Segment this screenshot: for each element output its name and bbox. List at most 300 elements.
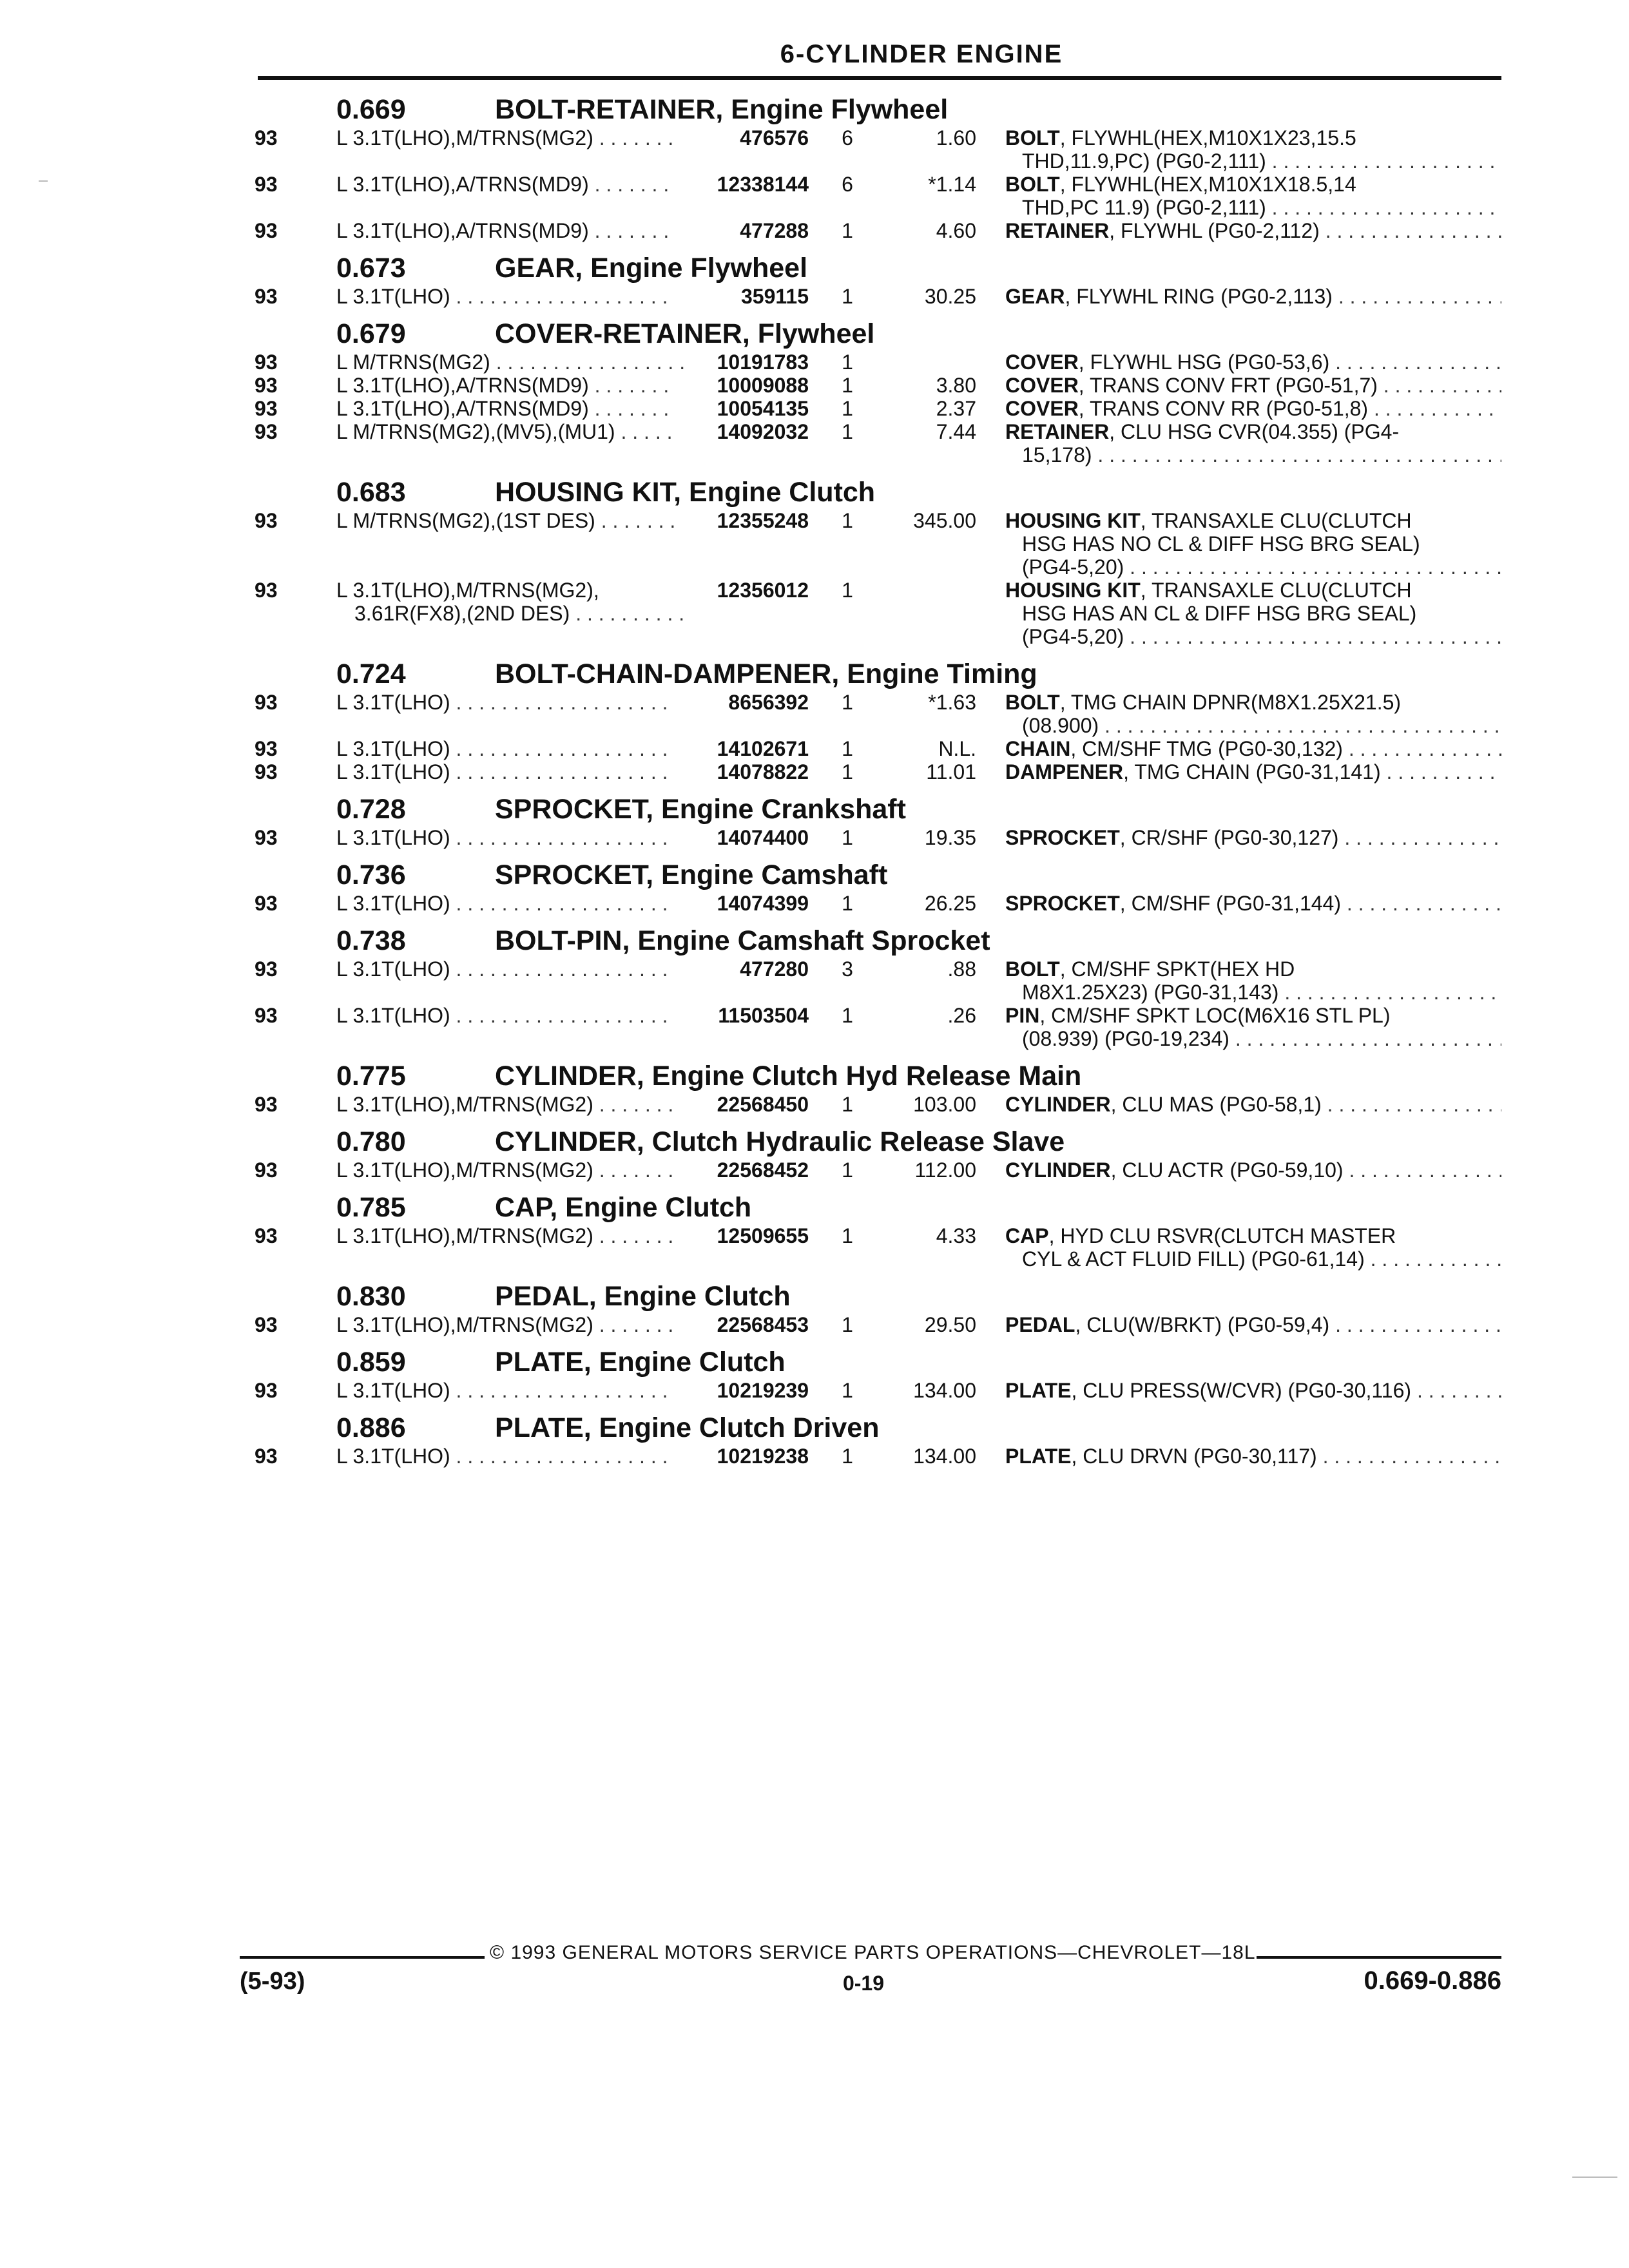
parts-table-row	[238, 957, 1501, 1004]
model-year: 93	[255, 1445, 278, 1468]
description-text: THD,PC 11.9) (PG0-2,111)	[1022, 196, 1266, 219]
footer-rule-left	[240, 1956, 485, 1959]
part-number: 476576	[740, 126, 809, 149]
description-text: , CM/SHF SPKT LOC(M6X16 STL PL)	[1039, 1004, 1391, 1027]
application-cell	[336, 737, 668, 760]
parts-table-row	[238, 760, 1501, 783]
list-price: 134.00	[913, 1379, 976, 1402]
part-number: 22568450	[717, 1093, 809, 1116]
description-text: CYL & ACT FLUID FILL) (PG0-61,14)	[1022, 1247, 1365, 1271]
quantity: 1	[842, 579, 853, 602]
section-heading	[238, 655, 1501, 691]
dot-leader: . . . . . . .	[593, 126, 674, 149]
part-number: 10191783	[717, 351, 809, 374]
description-line	[1005, 397, 1501, 420]
parts-table-row	[238, 1313, 1501, 1336]
parts-table-row	[238, 691, 1501, 737]
section-heading	[238, 790, 1501, 826]
description-line	[1005, 219, 1501, 242]
quantity: 1	[842, 826, 853, 849]
description-line	[1005, 173, 1501, 196]
application-text: L 3.1T(LHO),A/TRNS(MD9) . . . . . . .	[336, 397, 670, 420]
quantity: 1	[842, 397, 853, 420]
model-year: 93	[255, 691, 278, 714]
description-line	[1005, 1313, 1501, 1336]
description-cell	[1005, 1445, 1501, 1468]
description-cell	[1005, 374, 1501, 397]
description-text: , TMG CHAIN DPNR(M8X1.25X21.5)	[1059, 691, 1402, 714]
description-cell	[1005, 892, 1501, 915]
description-line	[1005, 892, 1501, 915]
section-heading	[238, 314, 1501, 351]
list-price: 29.50	[924, 1313, 976, 1336]
description-text: , CLU MAS (PG0-58,1)	[1110, 1093, 1322, 1116]
parts-table-row	[238, 374, 1501, 397]
description-name: PLATE	[1005, 1379, 1072, 1402]
section-title: CYLINDER, Clutch Hydraulic Release Slave	[495, 1126, 1065, 1157]
description-text: 15,178)	[1022, 443, 1092, 466]
description-name: CYLINDER	[1005, 1158, 1111, 1182]
description-text: , FLYWHL HSG (PG0-53,6)	[1078, 351, 1330, 374]
quantity: 1	[842, 1379, 853, 1402]
quantity: 1	[842, 509, 853, 532]
description-cell	[1005, 219, 1501, 242]
description-line	[1005, 1224, 1501, 1247]
parts-table-row	[238, 219, 1501, 242]
model-year: 93	[255, 1158, 278, 1182]
description-line	[1005, 351, 1501, 374]
model-year: 93	[255, 1004, 278, 1027]
description-name: BOLT	[1005, 957, 1060, 981]
footer-date: (5-93)	[240, 1968, 305, 1995]
description-text: , CM/SHF TMG (PG0-30,132)	[1070, 737, 1343, 760]
part-number: 477280	[740, 957, 809, 981]
dot-leader: . . . . . . . . . . . . . . . . .	[490, 351, 686, 374]
description-line	[1005, 196, 1501, 219]
model-year: 93	[255, 126, 278, 149]
description-name: GEAR	[1005, 285, 1065, 308]
model-year: 93	[255, 219, 278, 242]
application-cell	[336, 1379, 668, 1402]
model-year: 93	[255, 420, 278, 443]
description-line	[1005, 579, 1501, 602]
description-text: , HYD CLU RSVR(CLUTCH MASTER	[1048, 1224, 1396, 1247]
description-text: , FLYWHL(HEX,M10X1X23,15.5	[1059, 126, 1356, 149]
quantity: 1	[842, 1093, 853, 1116]
section-title: CYLINDER, Engine Clutch Hyd Release Main	[495, 1061, 1082, 1091]
description-name: HOUSING KIT	[1005, 579, 1141, 602]
section-heading	[238, 1188, 1501, 1224]
description-text: , TRANSAXLE CLU(CLUTCH	[1140, 579, 1412, 602]
description-cell	[1005, 351, 1501, 374]
list-price: *1.14	[928, 173, 976, 196]
quantity: 1	[842, 420, 853, 443]
description-line	[1005, 1004, 1501, 1027]
description-cell	[1005, 1004, 1501, 1050]
application-text: L M/TRNS(MG2),(MV5),(MU1) . . . . .	[336, 420, 673, 443]
description-cell	[1005, 957, 1501, 1004]
quantity: 1	[842, 374, 853, 397]
description-line	[1005, 149, 1501, 173]
description-text: , CLU ACTR (PG0-59,10)	[1110, 1158, 1344, 1182]
quantity: 1	[842, 351, 853, 374]
description-cell	[1005, 509, 1501, 579]
parts-table-row	[238, 1158, 1501, 1182]
description-line	[1005, 625, 1501, 648]
application-text: L 3.1T(LHO),M/TRNS(MG2) . . . . . . .	[336, 1093, 674, 1116]
description-text: , CM/SHF SPKT(HEX HD	[1059, 957, 1295, 981]
quantity: 1	[842, 1004, 853, 1027]
section-code: 0.785	[336, 1192, 406, 1223]
description-cell	[1005, 1379, 1501, 1402]
section-title: GEAR, Engine Flywheel	[495, 253, 808, 284]
description-text: , CLU DRVN (PG0-30,117)	[1071, 1445, 1317, 1468]
dot-leader: . . . . . . . . . . . . . . . . . . .	[450, 957, 668, 981]
description-line	[1005, 532, 1501, 555]
description-cell	[1005, 737, 1501, 760]
section-title: BOLT-PIN, Engine Camshaft Sprocket	[495, 925, 990, 956]
description-text: , TMG CHAIN (PG0-31,141)	[1123, 760, 1381, 783]
quantity: 1	[842, 285, 853, 308]
description-text: , CLU(W/BRKT) (PG0-59,4)	[1075, 1313, 1330, 1336]
description-text: (08.900)	[1022, 714, 1099, 737]
application-text: L M/TRNS(MG2),(1ST DES) . . . . . . .	[336, 509, 676, 532]
section-heading	[238, 473, 1501, 509]
part-number: 22568452	[717, 1158, 809, 1182]
dot-leader: . . . . . . .	[588, 397, 670, 420]
description-line	[1005, 1158, 1501, 1182]
application-cell	[336, 691, 668, 714]
part-number: 10054135	[717, 397, 809, 420]
part-number: 10009088	[717, 374, 809, 397]
section-title: SPROCKET, Engine Camshaft	[495, 860, 888, 890]
description-line	[1005, 737, 1501, 760]
application-cell	[336, 420, 672, 443]
application-cell	[336, 826, 668, 849]
model-year: 93	[255, 1093, 278, 1116]
list-price: 1.60	[936, 126, 976, 149]
parts-table-row	[238, 351, 1501, 374]
section-code: 0.669	[336, 94, 406, 125]
description-cell	[1005, 1158, 1501, 1182]
description-cell	[1005, 760, 1501, 783]
parts-table-row	[238, 892, 1501, 915]
footer-range: 0.669-0.886	[1364, 1966, 1501, 1995]
dot-leader: . . . . . . . . . . . . . . . . . . .	[450, 1379, 668, 1402]
description-name: BOLT	[1005, 173, 1060, 196]
application-cell	[336, 219, 669, 242]
application-cell	[336, 957, 668, 981]
description-text: , FLYWHL RING (PG0-2,113)	[1065, 285, 1333, 308]
section-title: BOLT-CHAIN-DAMPENER, Engine Timing	[495, 658, 1037, 689]
description-name: CAP	[1005, 1224, 1049, 1247]
application-text: L 3.1T(LHO) . . . . . . . . . . . . . . . . . . .	[336, 957, 668, 981]
section-heading	[238, 1057, 1501, 1093]
section-heading	[238, 249, 1501, 285]
section-title: SPROCKET, Engine Crankshaft	[495, 794, 906, 825]
model-year: 93	[255, 957, 278, 981]
section-heading	[238, 856, 1501, 892]
scan-speck	[1572, 2177, 1617, 2178]
application-text: L 3.1T(LHO),M/TRNS(MG2) . . . . . . .	[336, 1158, 674, 1182]
dot-leader: . . . . . . . . . . . . . . . . . . .	[450, 1445, 668, 1468]
description-text: (PG4-5,20)	[1022, 625, 1124, 648]
section-heading	[238, 90, 1501, 126]
quantity: 1	[842, 1313, 853, 1336]
dot-leader: . . . . . . .	[593, 1093, 674, 1116]
description-line	[1005, 1027, 1501, 1050]
description-cell	[1005, 173, 1501, 219]
list-price: 26.25	[924, 892, 976, 915]
model-year: 93	[255, 351, 278, 374]
application-cell	[336, 892, 668, 915]
description-name: BOLT	[1005, 126, 1060, 149]
section-title: CAP, Engine Clutch	[495, 1192, 752, 1223]
section-code: 0.728	[336, 794, 406, 825]
description-line	[1005, 957, 1501, 981]
quantity: 1	[842, 1445, 853, 1468]
description-line	[1005, 1247, 1501, 1271]
list-price: *1.63	[928, 691, 976, 714]
list-price: 30.25	[924, 285, 976, 308]
dot-leader: . . . . . . .	[588, 219, 670, 242]
quantity: 1	[842, 691, 853, 714]
dot-leader: . . . . .	[615, 420, 673, 443]
list-price: 103.00	[913, 1093, 976, 1116]
model-year: 93	[255, 1379, 278, 1402]
description-name: SPROCKET	[1005, 826, 1120, 849]
description-name: PEDAL	[1005, 1313, 1075, 1336]
parts-table-row	[238, 579, 1501, 648]
section-heading	[238, 1343, 1501, 1379]
parts-table-row	[238, 1379, 1501, 1402]
application-text: L 3.1T(LHO) . . . . . . . . . . . . . . . . . . .	[336, 1004, 668, 1027]
model-year: 93	[255, 397, 278, 420]
list-price: 11.01	[926, 760, 976, 783]
application-cell	[336, 509, 675, 532]
list-price: 19.35	[924, 826, 976, 849]
parts-table-row	[238, 1093, 1501, 1116]
description-line	[1005, 555, 1501, 579]
description-line	[1005, 509, 1501, 532]
description-name: RETAINER	[1005, 420, 1110, 443]
section-title: HOUSING KIT, Engine Clutch	[495, 477, 876, 508]
part-number: 14074400	[717, 826, 809, 849]
parts-table-row	[238, 173, 1501, 219]
description-text: , CLU HSG CVR(04.355) (PG4-	[1109, 420, 1400, 443]
description-text: , TRANS CONV FRT (PG0-51,7)	[1078, 374, 1378, 397]
parts-table-row	[238, 509, 1501, 579]
application-text: L 3.1T(LHO) . . . . . . . . . . . . . . . . . . .	[336, 1379, 668, 1402]
application-cell	[336, 173, 669, 196]
model-year: 93	[255, 737, 278, 760]
description-cell	[1005, 1224, 1501, 1271]
description-line	[1005, 760, 1501, 783]
description-line	[1005, 714, 1501, 737]
scan-speck	[39, 180, 48, 182]
description-text: , CM/SHF (PG0-31,144)	[1119, 892, 1341, 915]
parts-table-row	[238, 1224, 1501, 1271]
description-line	[1005, 691, 1501, 714]
description-line	[1005, 420, 1501, 443]
description-name: COVER	[1005, 374, 1079, 397]
description-name: PIN	[1005, 1004, 1040, 1027]
quantity: 1	[842, 892, 853, 915]
page-header	[258, 36, 1501, 80]
footer-rule-right	[1257, 1956, 1501, 1959]
application-text: L 3.1T(LHO) . . . . . . . . . . . . . . . . . . .	[336, 691, 668, 714]
description-cell	[1005, 1093, 1501, 1116]
page-title: 6-CYLINDER ENGINE	[780, 40, 1063, 68]
part-number: 359115	[740, 285, 809, 308]
description-cell	[1005, 397, 1501, 420]
dot-leader: . . . . . . . . . . . . . . . . . . .	[450, 737, 668, 760]
description-name: BOLT	[1005, 691, 1060, 714]
section-heading	[238, 1408, 1501, 1445]
part-number: 12356012	[717, 579, 809, 602]
application-text: L 3.1T(LHO) . . . . . . . . . . . . . . . . . . .	[336, 760, 668, 783]
description-name: RETAINER	[1005, 219, 1110, 242]
list-price: 4.33	[936, 1224, 976, 1247]
section-code: 0.859	[336, 1347, 406, 1378]
quantity: 1	[842, 1158, 853, 1182]
description-line	[1005, 1379, 1501, 1402]
dot-leader: . . . . . . . . . . . . . . . . . . .	[450, 760, 668, 783]
dot-leader: . . . . . . . . . . . . . . . . . . .	[450, 691, 668, 714]
section-title: PLATE, Engine Clutch	[495, 1347, 786, 1378]
list-price: 112.00	[914, 1158, 976, 1182]
description-cell	[1005, 1313, 1501, 1336]
model-year: 93	[255, 509, 278, 532]
list-price: N.L.	[938, 737, 976, 760]
application-cell	[336, 1445, 668, 1468]
section-code: 0.738	[336, 925, 406, 956]
part-number: 12338144	[717, 173, 809, 196]
part-number: 14074399	[717, 892, 809, 915]
description-text: M8X1.25X23) (PG0-31,143)	[1022, 981, 1279, 1004]
section-title: BOLT-RETAINER, Engine Flywheel	[495, 94, 949, 125]
parts-table-row	[238, 737, 1501, 760]
description-text: , CR/SHF (PG0-30,127)	[1119, 826, 1339, 849]
footer-page-number: 0-19	[842, 1972, 885, 1995]
application-text: L 3.1T(LHO) . . . . . . . . . . . . . . . . . . .	[336, 737, 668, 760]
section-code: 0.830	[336, 1281, 406, 1312]
section-code: 0.679	[336, 318, 406, 349]
quantity: 6	[842, 126, 853, 149]
dot-leader: . . . . . . .	[588, 173, 670, 196]
section-code: 0.724	[336, 658, 406, 689]
application-text: L 3.1T(LHO),A/TRNS(MD9) . . . . . . .	[336, 173, 670, 196]
application-cell	[336, 579, 684, 625]
application-cell	[336, 351, 685, 374]
application-text: L 3.1T(LHO),M/TRNS(MG2) . . . . . . .	[336, 126, 674, 149]
application-text: L 3.1T(LHO) . . . . . . . . . . . . . . . . . . .	[336, 826, 668, 849]
dot-leader: . . . . . . .	[588, 374, 670, 397]
list-price: 345.00	[913, 509, 976, 532]
list-price: 4.60	[936, 219, 976, 242]
description-name: HOUSING KIT	[1005, 509, 1141, 532]
description-line	[1005, 374, 1501, 397]
part-number: 14102671	[717, 737, 809, 760]
application-cell	[336, 397, 669, 420]
application-text: L 3.1T(LHO) . . . . . . . . . . . . . . . . . . .	[336, 892, 668, 915]
description-line	[1005, 1093, 1501, 1116]
parts-table-row	[238, 126, 1501, 173]
dot-leader: . . . . . . . . . . . . . . . . . . .	[450, 1004, 668, 1027]
description-line	[1005, 443, 1501, 466]
dot-leader: . . . . . . . . . . . . . . . . . . .	[450, 826, 668, 849]
model-year: 93	[255, 579, 278, 602]
model-year: 93	[255, 173, 278, 196]
quantity: 1	[842, 760, 853, 783]
footer-copyright: © 1993 GENERAL MOTORS SERVICE PARTS OPERATIONS—CHEVROLET—18L	[490, 1942, 1256, 1963]
application-cell	[336, 126, 673, 149]
list-price: .88	[947, 957, 976, 981]
description-cell	[1005, 691, 1501, 737]
application-text: L 3.1T(LHO),A/TRNS(MD9) . . . . . . .	[336, 219, 670, 242]
model-year: 93	[255, 826, 278, 849]
description-text: THD,11.9,PC) (PG0-2,111)	[1022, 149, 1266, 173]
section-title: PLATE, Engine Clutch Driven	[495, 1412, 880, 1443]
section-title: PEDAL, Engine Clutch	[495, 1281, 791, 1312]
description-text: HSG HAS NO CL & DIFF HSG BRG SEAL)	[1022, 532, 1420, 555]
description-cell	[1005, 826, 1501, 849]
application-text: L 3.1T(LHO),M/TRNS(MG2),	[336, 579, 599, 602]
part-number: 22568453	[717, 1313, 809, 1336]
parts-table-row	[238, 420, 1501, 466]
application-text: 3.61R(FX8),(2ND DES) . . . . . . . . . .	[354, 602, 685, 625]
description-text: (PG4-5,20)	[1022, 555, 1124, 579]
quantity: 3	[842, 957, 853, 981]
dot-leader: . . . . . . .	[593, 1313, 674, 1336]
description-name: COVER	[1005, 397, 1079, 420]
description-line	[1005, 126, 1501, 149]
application-cell	[336, 1093, 673, 1116]
description-line	[1005, 981, 1501, 1004]
description-cell	[1005, 285, 1501, 308]
description-line	[1005, 826, 1501, 849]
description-text: , FLYWHL(HEX,M10X1X18.5,14	[1059, 173, 1356, 196]
application-cell	[336, 760, 668, 783]
description-name: PLATE	[1005, 1445, 1072, 1468]
application-text: L M/TRNS(MG2) . . . . . . . . . . . . . . . . .	[336, 351, 686, 374]
section-code: 0.736	[336, 860, 406, 890]
description-name: SPROCKET	[1005, 892, 1120, 915]
parts-catalog-list	[238, 84, 1501, 1468]
description-name: CHAIN	[1005, 737, 1071, 760]
description-text: , TRANS CONV RR (PG0-51,8)	[1078, 397, 1369, 420]
part-number: 14078822	[717, 760, 809, 783]
section-heading	[238, 921, 1501, 957]
part-number: 477288	[740, 219, 809, 242]
description-line	[1005, 602, 1501, 625]
part-number: 12355248	[717, 509, 809, 532]
quantity: 6	[842, 173, 853, 196]
model-year: 93	[255, 760, 278, 783]
part-number: 10219239	[717, 1379, 809, 1402]
description-cell	[1005, 126, 1501, 173]
description-name: DAMPENER	[1005, 760, 1124, 783]
list-price: 3.80	[936, 374, 976, 397]
application-text: L 3.1T(LHO) . . . . . . . . . . . . . . . . . . .	[336, 285, 668, 308]
dot-leader: . . . . . . . . . . . . . . . . . . .	[450, 285, 668, 308]
section-title: COVER-RETAINER, Flywheel	[495, 318, 875, 349]
list-price: .26	[947, 1004, 976, 1027]
description-text: HSG HAS AN CL & DIFF HSG BRG SEAL)	[1022, 602, 1417, 625]
application-text: L 3.1T(LHO),M/TRNS(MG2) . . . . . . .	[336, 1313, 674, 1336]
model-year: 93	[255, 1313, 278, 1336]
section-code: 0.780	[336, 1126, 406, 1157]
